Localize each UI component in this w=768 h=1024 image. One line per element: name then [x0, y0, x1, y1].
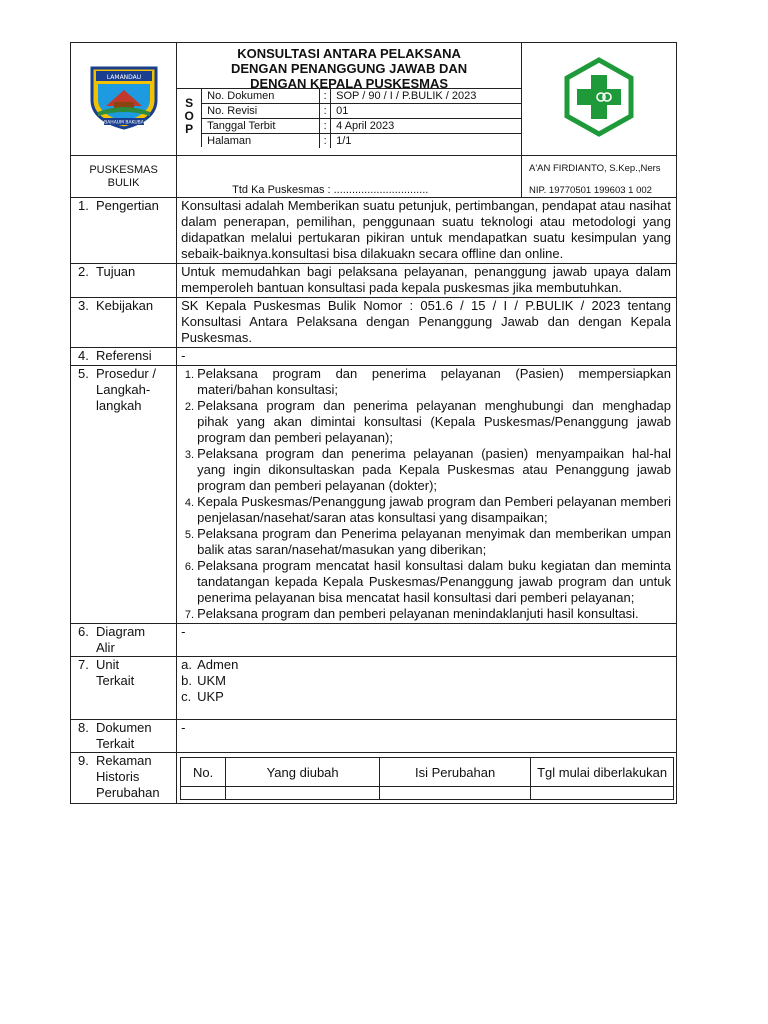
- section-number: 3.: [78, 298, 89, 313]
- unit-text: Admen: [197, 657, 239, 672]
- section-label: [71, 624, 177, 657]
- unit-list: [181, 657, 671, 705]
- procedure-step: 2. Pelaksana program dan penerima pelayanan menghubungi dan menghadap pihak yang akan dimintai konsultasi (Kepala Puskesmas/Penanggung jawab program dan pemberi pelayanan);: [197, 398, 671, 446]
- meta-key: No. Dokumen: [202, 89, 320, 104]
- sop-document: [70, 42, 677, 804]
- unit-item: [181, 689, 671, 705]
- procedure-list: [181, 366, 671, 622]
- sop-label: [177, 89, 202, 147]
- section-title: Tujuan: [96, 264, 136, 279]
- unit-letter: c.: [181, 689, 192, 704]
- section-content: [177, 264, 677, 298]
- history-header: Tgl mulai diberlakukan: [531, 758, 674, 787]
- referensi-text: -: [181, 348, 186, 363]
- section-content: [177, 753, 677, 804]
- emblem-top-text: LAMANDAU: [106, 73, 141, 81]
- title-cell: [177, 43, 522, 156]
- section-content: [177, 298, 677, 348]
- section-content: [177, 720, 677, 753]
- history-cell: [531, 787, 674, 800]
- section-label: [71, 264, 177, 298]
- section-label: [71, 720, 177, 753]
- signer-name: A'AN FIRDIANTO, S.Kep.,Ners: [529, 163, 661, 174]
- unit-letter: a.: [181, 657, 192, 672]
- sop-letter: P: [185, 122, 194, 136]
- ttd-label: Ttd Ka Puskesmas : ...............................: [177, 156, 522, 198]
- emblem-bottom-text: BAHAUM BAKUBA: [103, 120, 144, 125]
- label-line: Perubahan: [96, 785, 160, 800]
- section-title: [96, 366, 156, 414]
- meta-row: [202, 119, 521, 134]
- label-line: Diagram: [96, 624, 146, 639]
- section-dokumen: [71, 720, 677, 753]
- section-label: [71, 657, 177, 720]
- section-diagram: [71, 624, 677, 657]
- meta-key: Halaman: [202, 134, 320, 149]
- label-line: Historis: [96, 769, 140, 784]
- label-line: Langkah-: [96, 382, 151, 397]
- section-title: [96, 720, 152, 752]
- section-title: Pengertian: [96, 198, 159, 213]
- dokumen-text: -: [181, 720, 186, 735]
- sop-table: [70, 42, 677, 804]
- section-tujuan: [71, 264, 677, 298]
- section-number: 1.: [78, 198, 89, 213]
- section-prosedur: [71, 366, 677, 624]
- section-title: Kebijakan: [96, 298, 154, 313]
- history-empty-row: [181, 787, 674, 800]
- section-number: 4.: [78, 348, 89, 363]
- history-cell: [226, 787, 380, 800]
- pengertian-text: Konsultasi adalah Memberikan suatu petunjuk, pertimbangan, pendapat atau nasihat dalam penerapan, pemilihan, penggunaan suatu teknologi atau metodologi yang didapatkan melalui pertukaran pikiran untuk mendapatkan suatu kesimpulan yang sebaik-baiknya.konsultasi bisa dilakuakn secara offline dan online.: [181, 198, 671, 261]
- regency-logo-cell: [71, 43, 177, 156]
- unit-text: UKM: [197, 673, 227, 688]
- diagram-text: -: [181, 624, 186, 639]
- meta-key: Tanggal Terbit: [202, 119, 320, 134]
- meta-value: 01: [331, 104, 521, 119]
- unit-text: UKP: [197, 689, 224, 704]
- title-line: DENGAN KEPALA PUSKESMAS: [250, 76, 449, 91]
- label-line: Alir: [96, 640, 115, 655]
- procedure-step: 6. Pelaksana program mencatat hasil konsultasi dalam buku kegiatan dan meminta tandatangan kepada Kepala Puskesmas/Penanggung jawab program dan untuk penerima pelayanan bisa mencatat hasil konsultasi dari pemberi pelayanan;: [197, 558, 671, 606]
- signer-block: [522, 156, 677, 198]
- section-content: [177, 657, 677, 720]
- label-line: Dokumen: [96, 720, 152, 735]
- section-label: [71, 753, 177, 804]
- meta-sep: :: [320, 134, 331, 149]
- section-referensi: [71, 348, 677, 366]
- document-title: [177, 43, 521, 91]
- label-line: Terkait: [96, 673, 135, 688]
- section-title: [96, 753, 160, 801]
- title-line: KONSULTASI ANTARA PELAKSANA: [237, 46, 461, 61]
- section-content: [177, 348, 677, 366]
- regency-emblem-icon: [84, 62, 164, 132]
- procedure-step: 5. Pelaksana program dan Penerima pelayanan menyimak dan memberikan umpan balik atas saran/nasehat/masukan yang diberikan;: [197, 526, 671, 558]
- section-unit: [71, 657, 677, 720]
- history-header: Isi Perubahan: [380, 758, 531, 787]
- sop-letter: S: [185, 96, 194, 110]
- procedure-step: 1. Pelaksana program dan penerima pelayanan (Pasien) mempersiapkan materi/bahan konsultasi;: [197, 366, 671, 398]
- section-number: 2.: [78, 264, 89, 279]
- label-line: langkah: [96, 398, 142, 413]
- section-content: [177, 198, 677, 264]
- puskesmas-line: BULIK: [107, 177, 140, 189]
- procedure-step: 7. Pelaksana program dan pemberi pelayanan menindaklanjuti hasil konsultasi.: [197, 606, 671, 622]
- puskesmas-logo-icon: [563, 57, 635, 137]
- history-cell: [380, 787, 531, 800]
- section-rekaman: [71, 753, 677, 804]
- section-number: 8.: [78, 720, 89, 735]
- meta-key: No. Revisi: [202, 104, 320, 119]
- tujuan-text: Untuk memudahkan bagi pelaksana pelayanan, penanggung jawab upaya dalam memperoleh bantuan konsultasi pada kepala puskesmas jika membutuhkan.: [181, 264, 671, 295]
- section-title: [96, 624, 145, 656]
- unit-item: [181, 657, 671, 673]
- title-line: DENGAN PENANGGUNG JAWAB DAN: [230, 61, 468, 76]
- label-line: Prosedur /: [96, 366, 156, 381]
- label-line: Terkait: [96, 736, 135, 751]
- section-number: 6.: [78, 624, 89, 639]
- label-line: Rekaman: [96, 753, 152, 768]
- section-title: Referensi: [96, 348, 152, 363]
- meta-row: [202, 104, 521, 119]
- history-header: No.: [181, 758, 226, 787]
- history-header: Yang diubah: [226, 758, 380, 787]
- meta-row: [202, 89, 521, 104]
- procedure-step: 3. Pelaksana program dan penerima pelayanan (pasien) menyampaikan hal-hal yang ingin dikonsultaskan pada Kepala Puskesmas atau Penanggung jawab program dan pemberi pelayanan (dokter);: [197, 446, 671, 494]
- health-logo-cell: [522, 43, 677, 156]
- section-number: 5.: [78, 366, 89, 381]
- procedure-step: 4. Kepala Puskesmas/Penanggung jawab program dan Pemberi pelayanan memberi penjelasan/nasehat/saran atas konsultasi yang disampaikan;: [197, 494, 671, 526]
- section-content: [177, 624, 677, 657]
- label-line: Unit: [96, 657, 120, 672]
- meta-sep: :: [320, 104, 331, 119]
- section-content: [177, 366, 677, 624]
- meta-value: 4 April 2023: [331, 119, 521, 134]
- section-title: [96, 657, 134, 689]
- meta-value: SOP / 90 / I / P.BULIK / 2023: [331, 89, 521, 104]
- section-label: [71, 198, 177, 264]
- puskesmas-name: [71, 156, 177, 198]
- section-label: [71, 366, 177, 624]
- sop-letter: O: [184, 109, 194, 123]
- section-kebijakan: [71, 298, 677, 348]
- kebijakan-text: SK Kepala Puskesmas Bulik Nomor : 051.6 / 15 / I / P.BULIK / 2023 tentang Konsultasi Antara Pelaksana dengan Penanggung Jawab dan dengan Kepala Puskesmas.: [181, 298, 671, 345]
- section-number: 9.: [78, 753, 89, 768]
- meta-table: [202, 89, 521, 148]
- meta-sep: :: [320, 119, 331, 134]
- signer-nip: NIP. 19770501 199603 1 002: [529, 185, 652, 196]
- section-label: [71, 298, 177, 348]
- history-header-row: [181, 758, 674, 787]
- section-label: [71, 348, 177, 366]
- meta-row: [202, 134, 521, 149]
- meta-sep: :: [320, 89, 331, 104]
- change-history-table: [180, 757, 674, 800]
- unit-item: [181, 673, 671, 689]
- document-meta: [177, 88, 521, 147]
- puskesmas-line: PUSKESMAS: [89, 164, 158, 176]
- history-cell: [181, 787, 226, 800]
- section-number: 7.: [78, 657, 89, 672]
- unit-letter: b.: [181, 673, 192, 688]
- meta-value: 1/1: [336, 134, 352, 147]
- section-pengertian: [71, 198, 677, 264]
